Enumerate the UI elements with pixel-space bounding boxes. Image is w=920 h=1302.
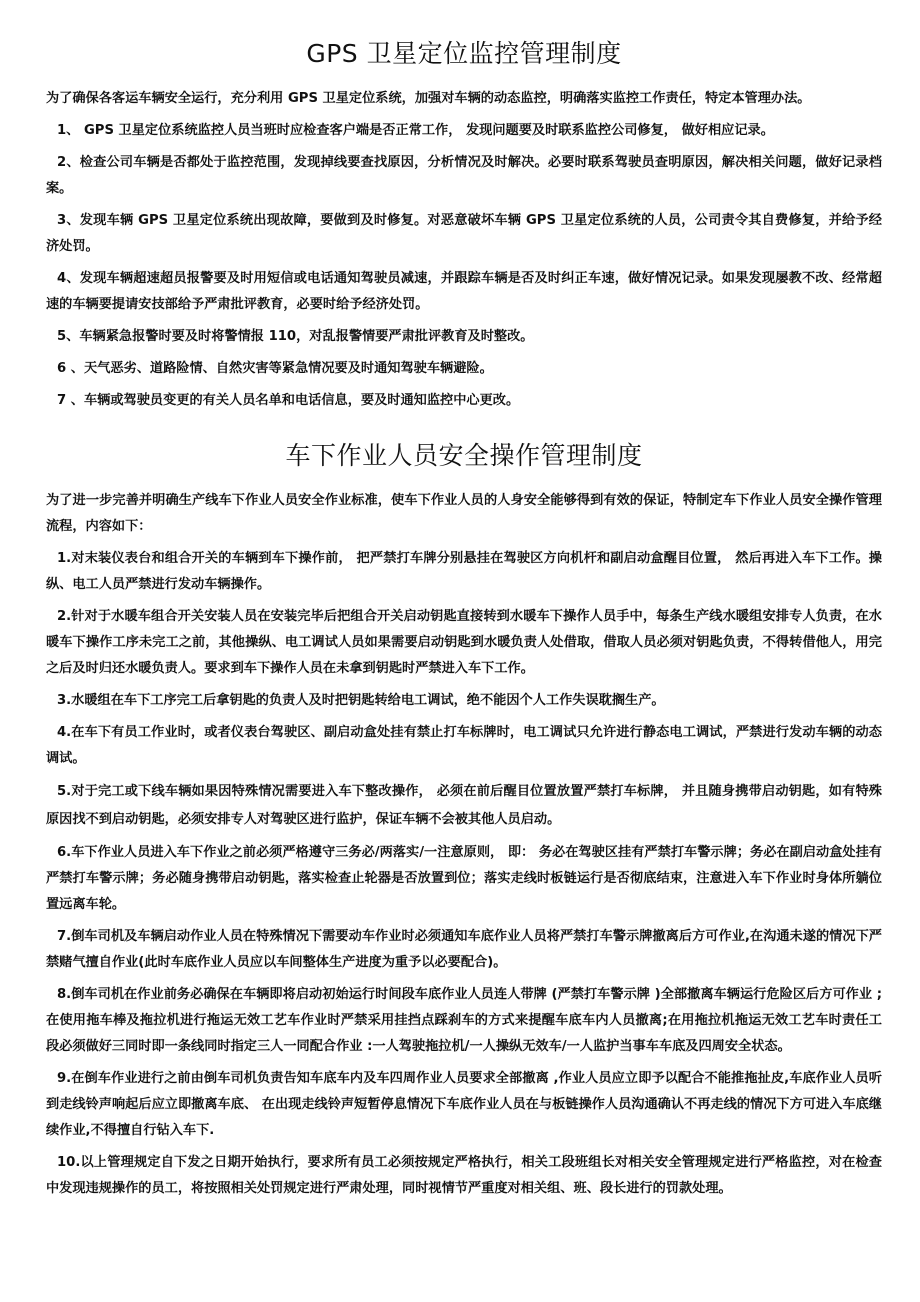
section2-item-6: 6.车下作业人员进入车下作业之前必须严格遵守三务必/两落实/一注意原则， 即： 务必在驾驶区挂有严禁打车警示牌；务必在副启动盒处挂有严禁打车警示牌；务必随身携带启动钥匙，落实检查止轮器是否放置到位；落实走线时板链运行是否彻底结束，注意进入车下作业时身体所躺位置远离车轮。 bbox=[46, 845, 882, 912]
section2-item-5: 5.对于完工或下线车辆如果因特殊情况需要进入车下整改操作， 必须在前后醒目位置放置严禁打车标牌， 并且随身携带启动钥匙，如有特殊原因找不到启动钥匙，必须安排专人对驾驶区进行监护，保证车辆不会被其他人员启动。 bbox=[46, 784, 882, 827]
section1-item-1: 1、 GPS 卫星定位系统监控人员当班时应检查客户端是否正常工作， 发现问题要及时联系监控公司修复， 做好相应记录。 bbox=[57, 123, 774, 138]
section2-title: 车下作业人员安全操作管理制度 bbox=[285, 441, 643, 470]
section1-item-7: 7 、车辆或驾驶员变更的有关人员名单和电话信息，要及时通知监控中心更改。 bbox=[57, 393, 520, 408]
section1-item-4: 4、发现车辆超速超员报警要及时用短信或电话通知驾驶员减速，并跟踪车辆是否及时纠正车速，做好情况记录。如果发现屡教不改、经常超速的车辆要提请安技部给予严肃批评教育，必要时给予经济处罚。 bbox=[46, 271, 882, 312]
section2-item-4: 4.在车下有员工作业时，或者仪表台驾驶区、副启动盒处挂有禁止打车标牌时，电工调试只允许进行静态电工调试，严禁进行发动车辆的动态调试。 bbox=[46, 725, 882, 766]
section2-item-10: 10.以上管理规定自下发之日期开始执行，要求所有员工必须按规定严格执行，相关工段班组长对相关安全管理规定进行严格监控，对在检查中发现违规操作的员工，将按照相关处罚规定进行严肃处理，同时视情节严重度对相关组、班、段长进行的罚款处理。 bbox=[46, 1155, 882, 1196]
section2-item-3: 3.水暖组在车下工序完工后拿钥匙的负责人及时把钥匙转给电工调试，绝不能因个人工作失误耽搁生产。 bbox=[57, 693, 665, 708]
section1-item-6: 6 、天气恶劣、道路险情、自然灾害等紧急情况要及时通知驾驶车辆避险。 bbox=[57, 361, 493, 376]
section2-item-1: 1.对末装仪表台和组合开关的车辆到车下操作前， 把严禁打车牌分别悬挂在驾驶区方向机杆和副启动盒醒目位置， 然后再进入车下工作。操纵、电工人员严禁进行发动车辆操作。 bbox=[46, 551, 882, 592]
section2-intro: 为了进一步完善并明确生产线车下作业人员安全作业标准，使车下作业人员的人身安全能够得到有效的保证，特制定车下作业人员安全操作管理流程，内容如下： bbox=[46, 493, 882, 534]
section1-title: GPS 卫星定位监控管理制度 bbox=[306, 39, 622, 68]
section1-item-2: 2、检查公司车辆是否都处于监控范围，发现掉线要查找原因，分析情况及时解决。必要时联系驾驶员查明原因，解决相关问题，做好记录档案。 bbox=[46, 155, 882, 196]
section1-item-5: 5、车辆紧急报警时要及时将警情报 110，对乱报警情要严肃批评教育及时整改。 bbox=[57, 329, 534, 344]
section2-item-9: 9.在倒车作业进行之前由倒车司机负责告知车底车内及车四周作业人员要求全部撤离 ,作业人员应立即予以配合不能推拖扯皮,车底作业人员听到走线铃声响起后应立即撤离车底、 在出现走线铃声短暂停息情况下车底作业人员在与板链操作人员沟通确认不再走线的情况下方可进入车底继续作业,不得擅自行钻入车下. bbox=[46, 1071, 882, 1138]
section2-item-2: 2.针对于水暖车组合开关安装人员在安装完毕后把组合开关启动钥匙直接转到水暖车下操作人员手中，每条生产线水暖组安排专人负责，在水暖车下操作工序未完工之前，其他操纵、电工调试人员如果需要启动钥匙到水暖负责人处借取，借取人员必须对钥匙负责，不得转借他人，用完之后及时归还水暖负责人。要求到车下操作人员在未拿到钥匙时严禁进入车下工作。 bbox=[46, 609, 882, 676]
section2-item-8: 8.倒车司机在作业前务必确保在车辆即将启动初始运行时间段车底作业人员连人带牌 (严禁打车警示牌 )全部撤离车辆运行危险区后方可作业 ;在使用拖车棒及拖拉机进行拖运无效工艺车作业时严禁采用挂挡点踩刹车的方式来提醒车底车内人员撤离;在用拖拉机拖运无效工艺车时责任工段必须做好三同时即一条线同时指定三人一同配合作业 :一人驾驶拖拉机/一人操纵无效车/一人监护当事车车底及四周安全状态。 bbox=[46, 987, 882, 1054]
section1-intro: 为了确保各客运车辆安全运行，充分利用 GPS 卫星定位系统，加强对车辆的动态监控，明确落实监控工作责任，特定本管理办法。 bbox=[46, 91, 811, 106]
section1-item-3: 3、发现车辆 GPS 卫星定位系统出现故障，要做到及时修复。对恶意破坏车辆 GPS 卫星定位系统的人员，公司责令其自费修复，并给予经济处罚。 bbox=[46, 213, 882, 254]
section2-item-7: 7.倒车司机及车辆启动作业人员在特殊情况下需要动车作业时必须通知车底作业人员将严禁打车警示牌撤离后方可作业,在沟通未遂的情况下严禁赌气擅自作业(此时车底作业人员应以车间整体生产进度为重予以必要配合)。 bbox=[46, 929, 882, 970]
